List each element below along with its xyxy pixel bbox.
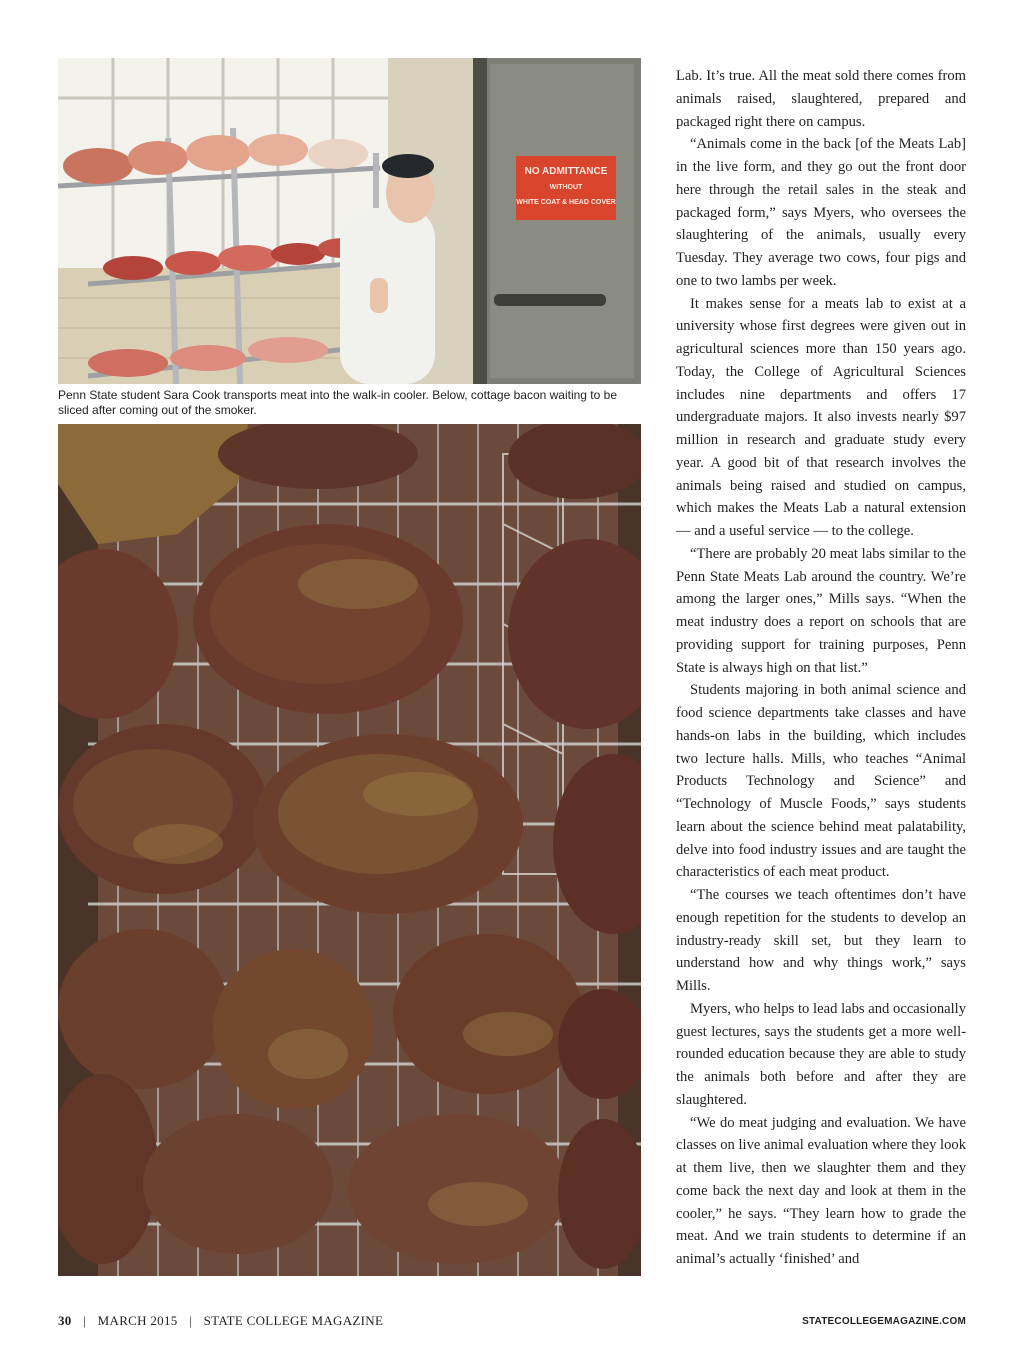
bacon-photo-illustration [58, 424, 641, 1276]
cooler-photo-illustration [58, 58, 641, 384]
sign-line2: WITHOUT [549, 184, 583, 191]
website-url: STATECOLLEGEMAGAZINE.COM [802, 1316, 966, 1327]
article-paragraph: Lab. It’s true. All the meat sold there comes from animals raised, slaughtered, prepared and packaged right there on campus. [676, 68, 966, 130]
article-column [676, 65, 966, 1271]
article-paragraph: “Animals come in the back [of the Meats Lab] in the live form, and they go out the front door here through the retail sales in the steak and packaged form,” says Myers, who oversees the slaughtering of the animals, usually every Tuesday. They average two cows, four pigs and one to two lambs per week. [676, 136, 966, 289]
sign-line3: WHITE COAT & HEAD COVER [516, 199, 616, 206]
issue-date: MARCH 2015 [97, 1313, 178, 1328]
footer-separator: | [189, 1313, 193, 1328]
sign-line1: NO ADMITTANCE [524, 166, 608, 177]
footer-separator: | [83, 1313, 87, 1328]
article-paragraph: Students majoring in both animal science and food science departments take classes and have hands-on labs in the building, which includes two lecture halls. Mills, who teaches “Animal Products Technology and Science” and “Technology of Muscle Foods,” says students learn about the science behind meat palatability, delve into food industry issues and are taught the characteristics of each meat product. [676, 682, 966, 881]
magazine-name: STATE COLLEGE MAGAZINE [203, 1313, 384, 1328]
page-number: 30 [58, 1313, 72, 1328]
article-paragraph: “There are probably 20 meat labs similar to the Penn State Meats Lab around the country. We’re among the larger ones,” Mills says. “When the meat industry does a report on schools that are providing support for training purposes, Penn State is always high on that list.” [676, 545, 966, 676]
article-paragraph: “The courses we teach oftentimes don’t have enough repetition for the students to develop an industry-ready skill set, but they learn to understand how and why things work,” says Mills. [676, 887, 966, 994]
article-paragraph: It makes sense for a meats lab to exist at a university whose first degrees were given out in agricultural sciences more than 150 years ago. Today, the College of Agricultural Sciences includes nine departments and offers 17 undergraduate majors. It also invests nearly $97 million in research and graduate study every year. A good bit of that research involves the animals being raised and studied on campus, which makes the Meats Lab a natural extension — and a useful service — to the college. [676, 295, 966, 539]
page-footer [58, 1313, 383, 1329]
article-paragraph: Myers, who helps to lead labs and occasionally guest lectures, says the students get a more well-rounded education because they are able to study the animals both before and after they are slaughtered. [676, 1000, 966, 1108]
photo-caption: Penn State student Sara Cook transports meat into the walk-in cooler. Below, cottage bacon waiting to be sliced after coming out of the smoker. [58, 388, 617, 417]
article-paragraph: “We do meat judging and evaluation. We have classes on live animal evaluation where they look at them live, then we slaughter them and they come back the next day and look at them in the cooler,” he says. “They learn how to grade the meat. And we train students to determine if an animal’s actually ‘finished’ and [676, 1114, 966, 1267]
bacon-photo [58, 424, 641, 1276]
cooler-photo [58, 58, 641, 384]
